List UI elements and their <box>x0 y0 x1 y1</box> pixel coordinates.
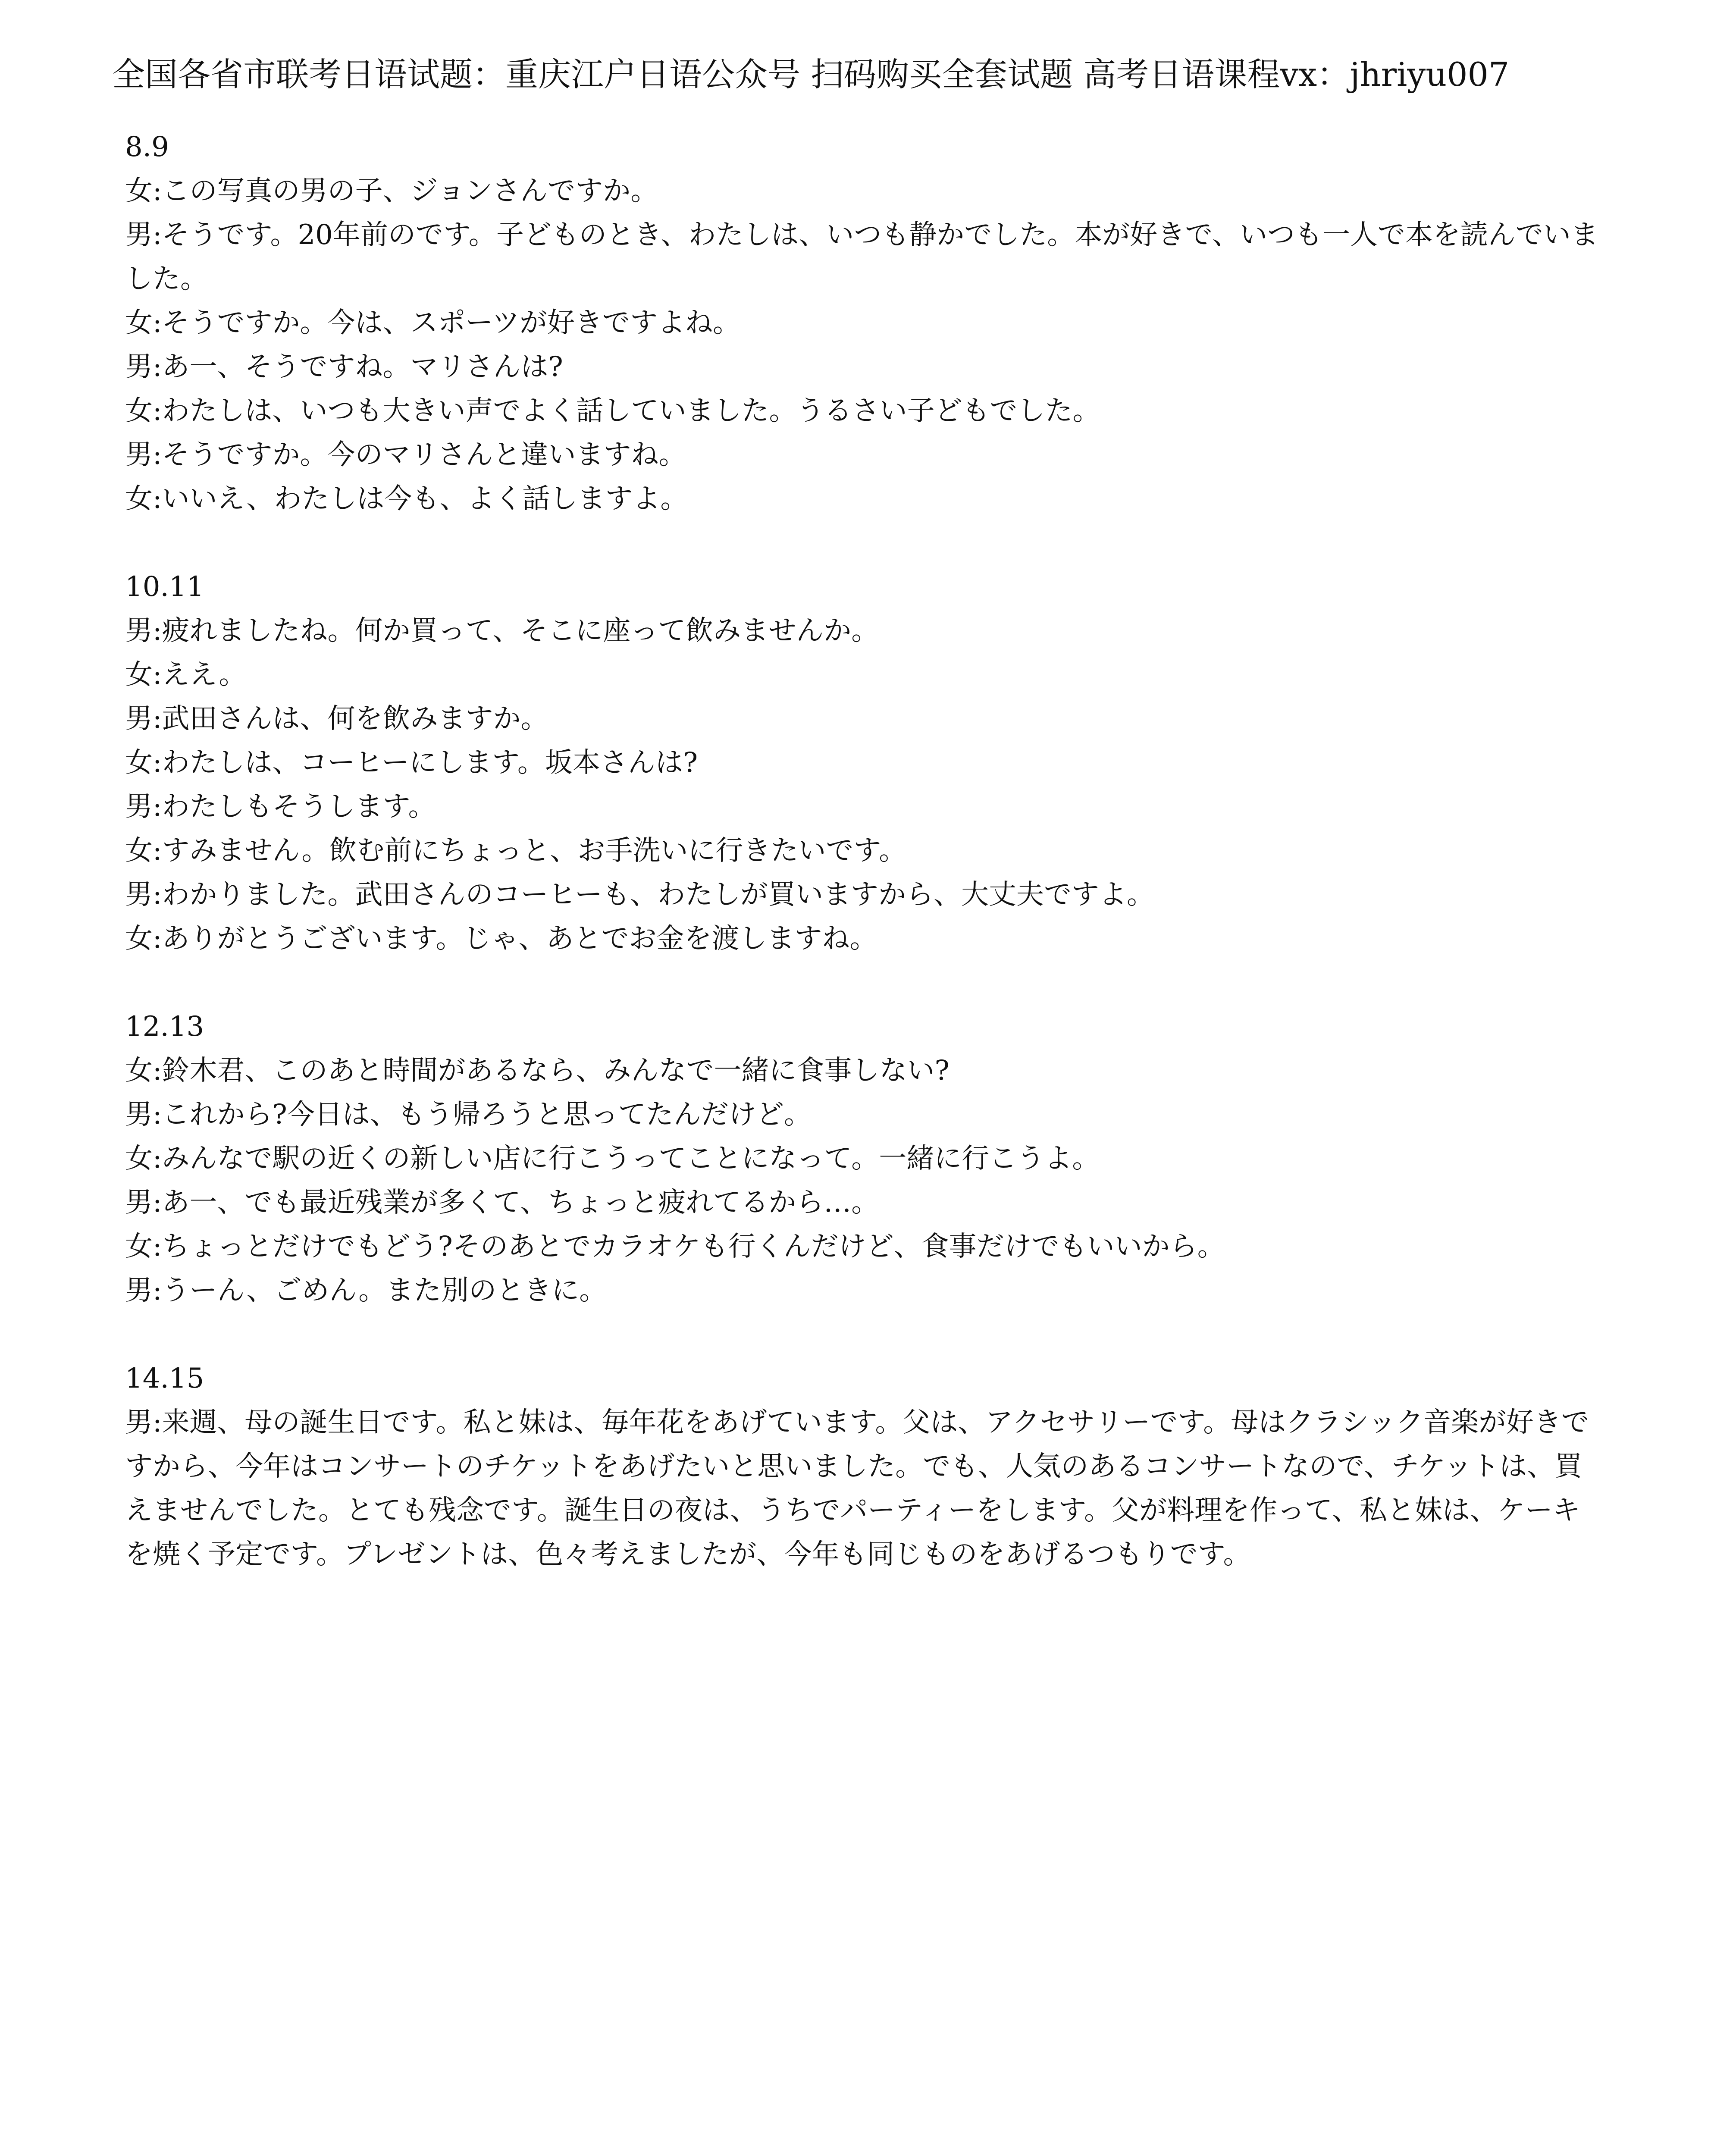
dialogue-line: 女:わたしは、いつも大きい声でよく話していました。うるさい子どもでした。 <box>125 395 1100 427</box>
monologue-section <box>125 1357 1600 1576</box>
document-body <box>125 125 1600 1620</box>
dialogue-line: 男:うーん、ごめん。また別のときに。 <box>125 1275 607 1307</box>
dialogue-line: 女:いいえ、わたしは今も、よく話しますよ。 <box>125 483 688 515</box>
dialogue-line: 女:ちょっとだけでもどう?そのあとでカラオケも行くんだけど、食事だけでもいいから。 <box>125 1231 1225 1263</box>
section-number: 12.13 <box>125 1011 204 1043</box>
dialogue-line: 男:あ一、そうですね。マリさんは? <box>125 351 563 383</box>
dialogue-line: 女:ええ。 <box>125 659 247 691</box>
dialogue-line: 女:わたしは、コーヒーにします。坂本さんは? <box>125 747 698 779</box>
section-number: 10.11 <box>125 571 204 603</box>
dialogue-line: 男:そうです。20年前のです。子どものとき、わたしは、いつも静かでした。本が好きで、いつも一人で本を読んでいました。 <box>125 219 1598 295</box>
dialogue-section <box>125 565 1600 961</box>
dialogue-section <box>125 125 1600 521</box>
dialogue-line: 男:疲れましたね。何か買って、そこに座って飲みませんか。 <box>125 615 879 647</box>
monologue-paragraph: 男:来週、母の誕生日です。私と妹は、毎年花をあげています。父は、アクセサリーです。母はクラシック音楽が好きですから、今年はコンサートのチケットをあげたいと思いました。でも、人気のあるコンサートなので、チケットは、買えませんでした。とても残念です。誕生日の夜は、うちでパーティーをします。父が料理を作って、私と妹は、ケーキを焼く予定です。プレゼントは、色々考えましたが、今年も同じものをあげるつもりです。 <box>125 1407 1589 1570</box>
section-number: 14.15 <box>125 1363 204 1395</box>
section-number: 8.9 <box>125 131 169 163</box>
dialogue-line: 女:鈴木君、このあと時間があるなら、みんなで一緒に食事しない? <box>125 1055 950 1087</box>
dialogue-section <box>125 1005 1600 1313</box>
dialogue-line: 女:そうですか。今は、スポーツが好きですよね。 <box>125 307 741 339</box>
dialogue-line: 女:すみません。飲む前にちょっと、お手洗いに行きたいです。 <box>125 835 907 867</box>
dialogue-line: 男:わたしもそうします。 <box>125 791 436 823</box>
dialogue-line: 男:そうですか。今のマリさんと違いますね。 <box>125 439 686 471</box>
dialogue-line: 女:みんなで駅の近くの新しい店に行こうってことになって。一緒に行こうよ。 <box>125 1143 1100 1175</box>
dialogue-line: 男:武田さんは、何を飲みますか。 <box>125 703 548 735</box>
dialogue-line: 女:この写真の男の子、ジョンさんですか。 <box>125 175 658 207</box>
dialogue-line: 男:これから?今日は、もう帰ろうと思ってたんだけど。 <box>125 1099 812 1131</box>
dialogue-line: 男:わかりました。武田さんのコーヒーも、わたしが買いますから、大丈夫ですよ。 <box>125 879 1154 911</box>
page-header: 全国各省市联考日语试题：重庆江户日语公众号 扫码购买全套试题 高考日语课程vx：jhriyu007 <box>112 55 1510 94</box>
dialogue-line: 女:ありがとうございます。じゃ、あとでお金を渡しますね。 <box>125 923 877 955</box>
dialogue-line: 男:あ一、でも最近残業が多くて、ちょっと疲れてるから…。 <box>125 1187 879 1219</box>
